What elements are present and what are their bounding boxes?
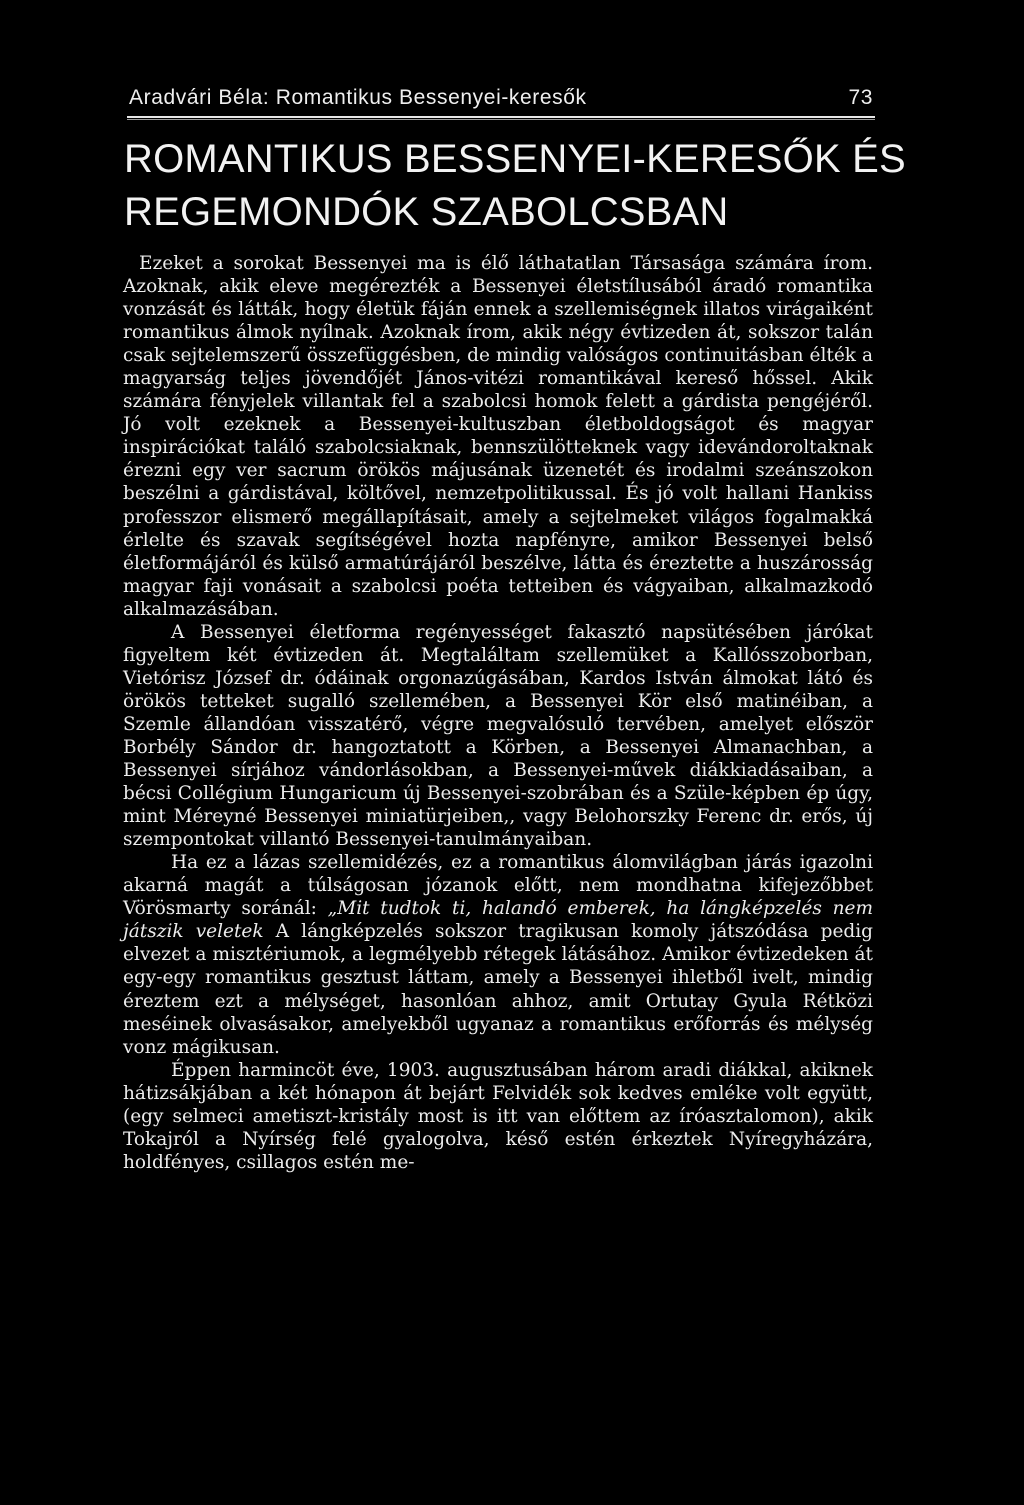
paragraph-2: A Bessenyei életforma regényességet fakasztó napsütésében járókat figyeltem két évtizeden át. Megtaláltam szellemüket a Kallósszoborban, Vietórisz József dr. ódáinak orgonazúgásában, Kardos István álmokat látó és örökös tetteket sugalló szellemében, a Bessenyei Kör első matinéiban, a Szemle állandóan visszatérő, végre megvalósuló tervében, amelyet először Borbély Sándor dr. hangoztatott a Körben, a Bessenyei Almanachban, a Bessenyei sírjához vándorlásokban, a Bessenyei-művek diákkiadásaiban, a bécsi Collégium Hungaricum új Bessenyei-szobrában és a Szüle-képben ép úgy, mint Méreyné Bessenyei miniatürjeiben,, vagy Belohorszky Ferenc dr. erős, új szempontokat villantó Bessenyei-tanulmányaiban. [123,621,873,851]
header-rule [127,116,875,120]
page-number: 73 [848,86,873,109]
running-title: Aradvári Béla: Romantikus Bessenyei-keresők [129,86,587,109]
paragraph-3 [123,851,873,1058]
vorosmarty-quote: „Mit tudtok ti, halandó emberek, ha lángképzelés nem játszik veletek [123,898,874,943]
paragraph-3-text-b: A lángképzelés sokszor tragikusan komoly játszódása pedig elvezet a misztériumok, a legmélyebb rétegek látásához. Amikor évtizedeken át egy-egy romantikus gesztust láttam, amely a Bessenyei ihletből ivelt, mindig éreztem ezt a mélységet, hasonlóan ahhoz, amit Ortutay Gyula Rétközi meséinek olvasásakor, amelyekből ugyanaz a romantikus erőforrás és mélység vonz mágikusan. [123,921,873,1058]
paragraph-3-text-a: Ha ez a lázas szellemidézés, ez a romantikus álomvilágban járás igazolni akarná magát a túlságosan józanok előtt, nem mondhatna kifejezőbbet Vörösmarty soránál: [123,852,873,920]
article-title-line-1: ROMANTIKUS BESSENYEI-KERESŐK ÉS [124,137,906,181]
paragraph-4: Éppen harmincöt éve, 1903. augusztusában három aradi diákkal, akiknek hátizsákjában a két hónapon át bejárt Felvidék sok kedves emléke volt együtt, (egy selmeci ametiszt-kristály most is itt van előttem az íróasztalomon), akik Tokajról a Nyírség felé gyalogolva, késő estén érkeztek Nyíregyházára, holdfényes, csillagos estén me- [123,1059,873,1173]
running-header [129,86,873,110]
paragraph-1: Ezeket a sorokat Bessenyei ma is élő láthatatlan Társasága számára írom. Azoknak, akik eleve megérezték a Bessenyei életstílusából áradó romantika vonzását és látták, hogy életük fáján ennek a szellemiségnek illatos virágaiként romantikus álmok nyílnak. Azoknak írom, akik négy évtizeden át, sokszor talán csak sejtelemszerű összefüggésben, de mindig valóságos continuitásban élték a magyarság teljes jövendőjét János-vitézi romantikával kereső hőssel. Akik számára fényjelek villantak fel a szabolcsi homok felett a gárdista pengéjéről. Jó volt ezeknek a Bessenyei-kultuszban életboldogságot és magyar inspirációkat találó szabolcsiaknak, bennszülötteknek vagy idevándoroltaknak érezni egy ver sacrum örökös májusának üzenetét és irodalmi szeánszokon beszélni a gárdistával, költővel, nemzetpolitikussal. És jó volt hallani Hankiss professzor elismerő megállapításait, amely a sejtelmeket világos fogalmakká érlelte és szavak segítségével hozta napfényre, amikor Bessenyei belső életformájáról és külső armatúrájáról beszélve, látta és éreztette a huszárosság magyar faji vonásait a szabolcsi poéta tetteiben és vágyaiban, alkalmazkodó alkalmazásában. [123,253,873,620]
article-title-line-2: REGEMONDÓK SZABOLCSBAN [124,190,729,234]
article-body [123,252,873,1174]
article-title [124,133,906,239]
